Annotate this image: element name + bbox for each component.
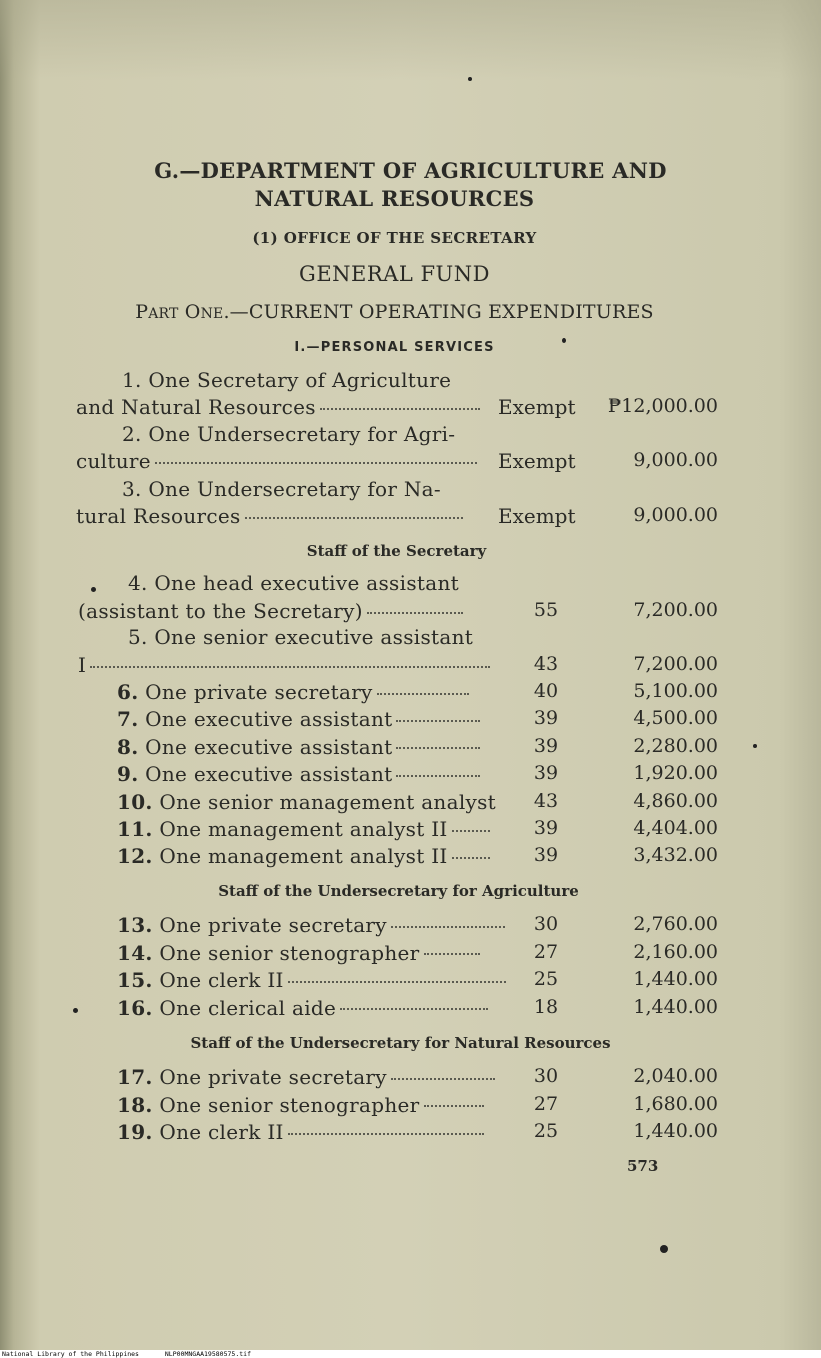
item-grade: 39: [533, 817, 559, 839]
section-heading: I.—PERSONAL SERVICES: [294, 340, 495, 355]
item-row: [117, 790, 496, 814]
item-number: 15.: [117, 968, 153, 993]
item-text: One clerical aide: [159, 995, 337, 1020]
item-text: One executive assistant: [145, 762, 393, 787]
dot-leader: [377, 693, 469, 695]
item-amount: 3,432.00: [633, 844, 718, 867]
part-heading-rest: .—CURRENT OPERATING EXPENDITURES: [223, 301, 654, 323]
item-title-line2-text: culture: [76, 449, 151, 473]
item-amount: 1,440.00: [633, 1120, 718, 1143]
item-number: 7.: [117, 707, 139, 732]
item-grade: 30: [533, 913, 559, 935]
item-number: 8.: [117, 734, 139, 759]
speck-mark: [468, 77, 472, 81]
item-amount: 4,404.00: [633, 817, 718, 839]
item-grade: 40: [533, 680, 559, 702]
item-title-line2-text: (assistant to the Secretary): [78, 599, 363, 623]
item-grade: 43: [533, 789, 559, 812]
item-amount: 7,200.00: [633, 599, 718, 621]
item-amount: 5,100.00: [633, 680, 718, 702]
item-grade: 27: [533, 940, 559, 963]
part-heading: PART ONE.—CURRENT OPERATING EXPENDITURES: [135, 301, 654, 323]
dot-leader: [452, 857, 490, 859]
item-grade: 43: [533, 653, 559, 675]
item-amount: 1,440.00: [633, 968, 718, 991]
item-text: One private secretary: [145, 680, 373, 704]
item-amount: 4,860.00: [633, 789, 718, 812]
speck-mark: [562, 338, 566, 343]
item-amount: 1,920.00: [633, 762, 718, 785]
item-title-line2: [78, 653, 490, 677]
item-row: [117, 707, 480, 731]
item-amount: 9,000.00: [633, 504, 718, 526]
item-grade: 39: [533, 707, 559, 730]
item-text: One private secretary: [159, 1065, 387, 1089]
item-text: One private secretary: [159, 913, 387, 937]
item-grade: 30: [533, 1065, 559, 1087]
item-text: One senior stenographer: [159, 940, 420, 965]
dot-leader: [396, 720, 480, 722]
item-title-line2: [76, 504, 463, 528]
item-row: [117, 762, 480, 786]
item-title-line1: 1. One Secretary of Agriculture: [122, 368, 452, 392]
part-word-rest: ART: [148, 306, 179, 322]
item-grade: 39: [533, 844, 559, 867]
item-text: One senior stenographer: [159, 1092, 420, 1117]
item-number: 14.: [117, 940, 153, 965]
item-grade: Exempt: [498, 395, 576, 419]
item-amount: ₱12,000.00: [607, 395, 718, 417]
item-title-line2: [76, 449, 477, 473]
speck-mark: [753, 744, 757, 748]
department-title-line1: G.—DEPARTMENT OF AGRICULTURE AND: [154, 158, 667, 183]
item-title-line2-text: I: [78, 653, 87, 677]
item-number: 9.: [117, 762, 139, 787]
item-number: 13.: [117, 913, 153, 937]
item-row: [117, 913, 505, 937]
footer-library: National Library of the Philippines: [2, 1350, 139, 1358]
dot-leader: [90, 666, 490, 668]
item-number: 12.: [117, 844, 153, 869]
department-title-line2: NATURAL RESOURCES: [254, 186, 535, 211]
item-number: 6.: [117, 680, 139, 704]
item-grade: 25: [533, 968, 559, 991]
footer-file: NLP00MNGAA19580575.tif: [164, 1350, 251, 1358]
item-grade: 18: [533, 995, 559, 1018]
item-text: One executive assistant: [145, 707, 393, 732]
item-amount: 1,680.00: [633, 1092, 718, 1115]
item-grade: 55: [533, 599, 559, 621]
scan-footer: [2, 1350, 602, 1358]
item-title-line2: [76, 395, 480, 419]
item-row: [117, 996, 488, 1020]
item-row: [117, 1093, 484, 1117]
item-text: One executive assistant: [145, 734, 393, 759]
item-title-line1: 5. One senior executive assistant: [128, 625, 474, 649]
item-amount: 7,200.00: [633, 653, 718, 675]
item-amount: 9,000.00: [633, 449, 718, 471]
item-grade: Exempt: [498, 449, 576, 473]
item-number: 19.: [117, 1120, 153, 1145]
speck-mark: [91, 587, 96, 592]
item-title-line1: 3. One Undersecretary for Na-: [122, 477, 441, 501]
item-grade: 39: [533, 762, 559, 785]
item-number: 11.: [117, 817, 153, 841]
speck-mark: [73, 1008, 78, 1013]
item-amount: 2,160.00: [633, 940, 718, 963]
item-text: One clerk II: [159, 1120, 284, 1145]
staff-secretary-heading: Staff of the Secretary: [306, 542, 487, 560]
page-shading: [0, 0, 821, 80]
item-text: One management analyst II: [159, 844, 448, 869]
item-grade: 39: [533, 734, 559, 757]
dot-leader: [396, 747, 480, 749]
item-amount: 1,440.00: [633, 995, 718, 1018]
dot-leader: [320, 408, 480, 410]
staff-agriculture-heading: Staff of the Undersecretary for Agriculture: [218, 882, 579, 900]
item-number: 10.: [117, 789, 153, 814]
item-row: [117, 680, 469, 704]
dot-leader: [288, 1133, 484, 1135]
speck-mark: [660, 1245, 668, 1253]
item-number: 16.: [117, 995, 153, 1020]
item-row: [117, 1065, 495, 1089]
dot-leader: [391, 1078, 495, 1080]
item-title-line2-text: and Natural Resources: [76, 395, 316, 419]
item-title-line2-text: tural Resources: [76, 504, 241, 528]
dot-leader: [155, 462, 477, 464]
dot-leader: [424, 1105, 484, 1107]
dot-leader: [396, 775, 480, 777]
item-number: 18.: [117, 1092, 153, 1117]
dot-leader: [288, 981, 506, 983]
dot-leader: [367, 612, 463, 614]
item-row: [117, 968, 506, 992]
page-number: 573: [627, 1157, 659, 1175]
item-row: [117, 941, 480, 965]
item-grade: Exempt: [498, 504, 576, 528]
staff-natural-heading: Staff of the Undersecretary for Natural Resources: [190, 1034, 611, 1052]
item-text: One management analyst II: [159, 817, 448, 841]
item-amount: 2,760.00: [633, 913, 718, 935]
item-number: 17.: [117, 1065, 153, 1089]
part-word-initial: P: [135, 301, 149, 323]
item-title-line2: [78, 599, 463, 623]
dot-leader: [340, 1008, 488, 1010]
item-text: One senior management analyst: [159, 789, 497, 814]
item-grade: 25: [533, 1120, 559, 1143]
item-title-line1: 2. One Undersecretary for Agri-: [122, 422, 456, 446]
item-row: [117, 817, 490, 841]
item-row: [117, 844, 490, 868]
dot-leader: [452, 830, 490, 832]
item-title-line1: 4. One head executive assistant: [128, 571, 459, 595]
item-amount: 4,500.00: [633, 707, 718, 730]
item-text: One clerk II: [159, 968, 284, 993]
fund-heading: GENERAL FUND: [299, 262, 490, 286]
item-amount: 2,040.00: [633, 1065, 718, 1087]
dot-leader: [391, 926, 505, 928]
item-amount: 2,280.00: [633, 734, 718, 757]
office-heading: (1) OFFICE OF THE SECRETARY: [252, 229, 537, 247]
item-row: [117, 735, 480, 759]
item-grade: 27: [533, 1092, 559, 1115]
dot-leader: [245, 517, 463, 519]
item-row: [117, 1120, 484, 1144]
dot-leader: [424, 953, 480, 955]
